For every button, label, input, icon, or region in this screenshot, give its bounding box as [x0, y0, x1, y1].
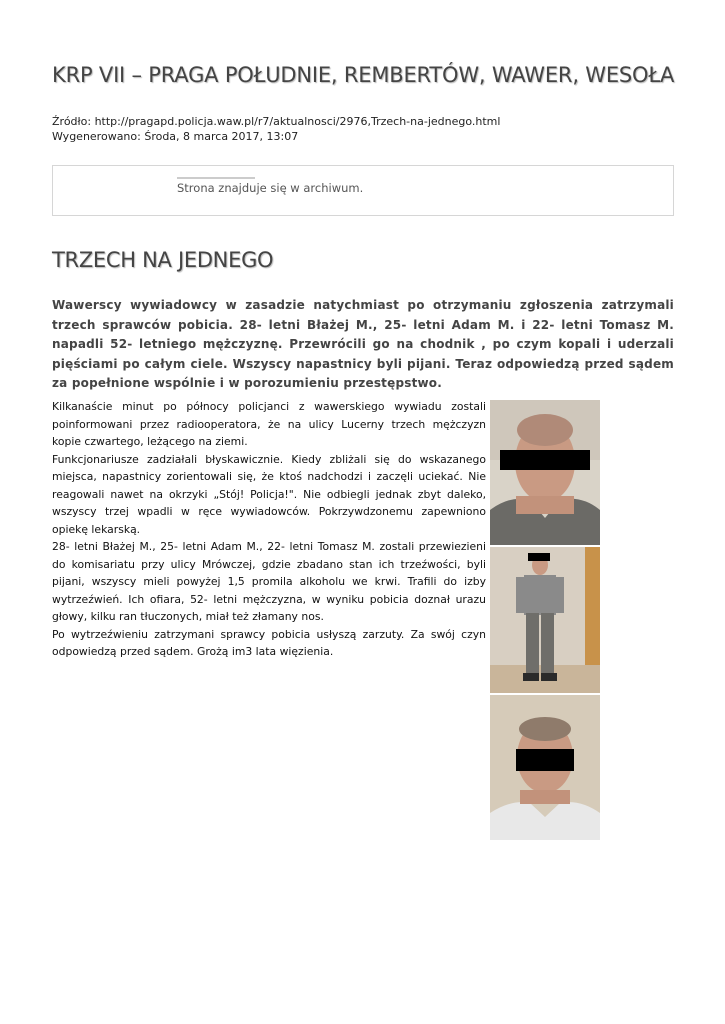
- site-title: KRP VII – PRAGA POŁUDNIE, REMBERTÓW, WAWER, WESOŁA: [52, 63, 675, 87]
- article-lead: Wawerscy wywiadowcy w zasadzie natychmiast po otrzymaniu zgłoszenia zatrzymali trzech sprawców pobicia. 28- letni Błażej M., 25- letni Adam M. i 22- letni Tomasz M. napadli 52- letniego mężczyznę. Przewrócili go na chodnik , po czym kopali i uderzali pięściami po całym ciele. Wszyscy napastnicy byli pijani. Teraz odpowiedzą przed sądem za popełnione wspólnie i w porozumieniu przestępstwo.: [52, 298, 674, 390]
- generated-line: Wygenerowano: Środa, 8 marca 2017, 13:07: [52, 130, 299, 143]
- suspect-fullbody-photo-2: [490, 547, 600, 693]
- archive-notice-box: [52, 165, 674, 216]
- article-paragraph: Funkcjonariusze zadziałali błyskawicznie. Kiedy zbliżali się do wskazanego miejsca, napastnicy zorientowali się, że ktoś nadchodzi i zaczęli uciekać. Nie reagowali nawet na okrzyki „Stój! Policja!". Nie odbiegli jednak zbyt daleko, wszyscy trzej wpadli w ręce wywiadowców. Pokrzywdzonemu zapewniono opiekę lekarską.: [52, 452, 486, 536]
- document-meta: [52, 114, 500, 144]
- suspect-face-photo-1: [490, 400, 600, 545]
- archive-notice-divider: [177, 177, 255, 179]
- article-body: [52, 398, 486, 661]
- archive-notice: Strona znajduje się w archiwum.: [177, 181, 364, 195]
- suspect-face-photo-3: [490, 695, 600, 840]
- article-paragraph: 28- letni Błażej M., 25- letni Adam M., 22- letni Tomasz M. zostali przewiezieni do komisariatu przy ulicy Mrówczej, gdzie zbadano stan ich trzeźwości, byli pijani, wszyscy mieli powyżej 1,5 promila alkoholu we krwi. Trafili do izby wytrzeźwień. Ich ofiara, 52- letni mężczyzna, w wyniku pobicia doznał urazu głowy, kilku ran tłuczonych, miał też złamany nos.: [52, 540, 486, 623]
- article-title: TRZECH NA JEDNEGO: [52, 248, 274, 272]
- article-paragraph: Po wytrzeźwieniu zatrzymani sprawcy pobicia usłyszą zarzuty. Za swój czyn odpowiedzą przed sądem. Grożą im3 lata więzienia.: [52, 627, 486, 658]
- source-line: Źródło: http://pragapd.policja.waw.pl/r7/aktualnosci/2976,Trzech-na-jednego.html: [52, 115, 501, 128]
- article-paragraph: Kilkanaście minut po północy policjanci z wawerskiego wywiadu zostali poinformowani przez radiooperatora, że na ulicy Lucerny trzech mężczyzn kopie czwartego, leżącego na ziemi.: [52, 400, 486, 448]
